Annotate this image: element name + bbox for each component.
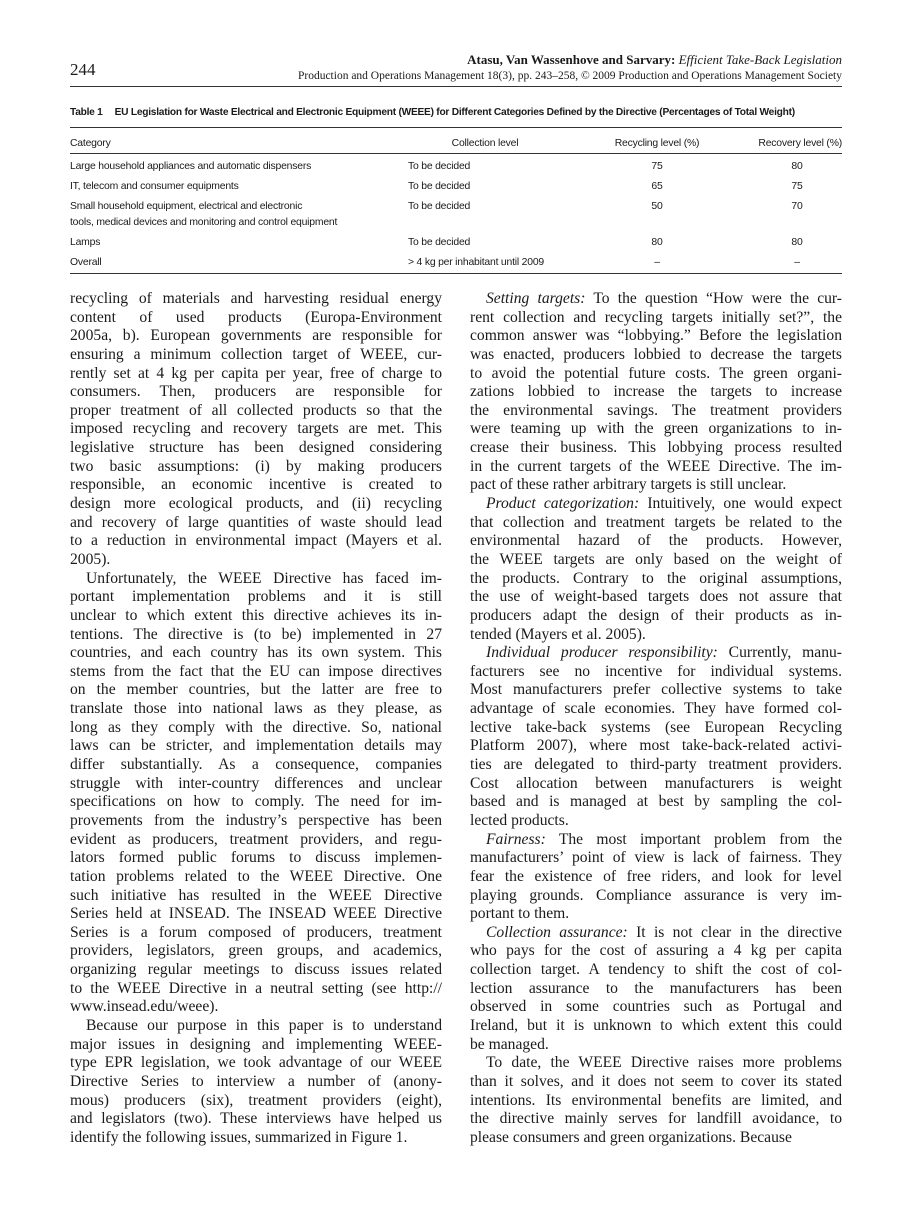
text-line: common answer was “lobbying.” Before the legislation (470, 327, 842, 345)
text-line: providers, legislators, green groups, and academics, (70, 942, 442, 960)
text-line: Fairness: The most important problem from the (486, 830, 842, 848)
text-line: manufacturers’ point of view is lack of fairness. They (470, 849, 842, 867)
left-column (70, 290, 442, 1147)
table-cell-recovery: 80 (791, 161, 803, 172)
text-line: imposed recycling and recovery targets are met. This (70, 420, 442, 438)
column-header-category: Category (70, 138, 111, 149)
text-line: Collection assurance: It is not clear in the directive (486, 923, 842, 941)
text-line: the directive mainly serves for landfill avoidance, to (470, 1110, 842, 1128)
text-line: fear the existence of free riders, and look for level (470, 867, 842, 885)
text-line: tation problems related to the WEEE Directive. One (70, 867, 442, 885)
table-cell-recycling: 75 (651, 161, 663, 172)
text-line: than it solves, and it does not seem to cover its stated (470, 1072, 842, 1090)
text-line: identify the following issues, summarized in Figure 1. (70, 1128, 408, 1146)
table-cell-category: Lamps (70, 237, 101, 248)
text-line: To date, the WEEE Directive raises more problems (486, 1054, 842, 1072)
text-line: rent collection and recycling targets initially set?”, the (470, 308, 842, 326)
table-cell-recycling: 80 (651, 237, 663, 248)
text-line: evident as producers, treatment providers, and regu- (70, 830, 442, 848)
text-line: be managed. (470, 1035, 549, 1053)
table-cell-recycling: 65 (651, 181, 663, 192)
table-label: Table 1 (70, 107, 103, 118)
table-cell-category: Overall (70, 257, 102, 268)
text-line: differ substantially. As a consequence, companies (70, 756, 442, 774)
text-line: proper treatment of all collected products so that the (70, 401, 442, 419)
text-line: crease their business. This lobbying process resulted (470, 439, 842, 457)
text-line: tentions. The directive is (to be) implemented in 27 (70, 625, 442, 643)
text-line: to a reduction in environmental impact (Mayers et al. (70, 532, 442, 550)
text-line: major issues in designing and implementing WEEE- (70, 1035, 442, 1053)
text-line: responsible, an economic incentive is created to (70, 476, 442, 494)
text-line: the environmental savings. The treatment providers (470, 401, 842, 419)
table-cell-category: IT, telecom and consumer equipments (70, 181, 239, 192)
table-cell-recovery: 70 (791, 201, 803, 212)
text-line: collection target. A tendency to shift the cost of col- (470, 961, 842, 979)
text-line: zations lobbied to increase the targets to increase (470, 383, 842, 401)
text-line: unclear to which extent this directive achieves its in- (70, 606, 442, 624)
text-line: on the member countries, but the latter are free to (70, 681, 442, 699)
text-line: Series is a forum composed of producers, treatment (70, 923, 442, 941)
text-line: 2005). (70, 550, 111, 568)
text-line: Cost allocation between manufacturers is weight (470, 774, 842, 792)
text-line: and recovery of large quantities of waste should lead (70, 513, 442, 531)
text-line: and legislators (two). These interviews have helped us (70, 1110, 442, 1128)
running-header-title (298, 52, 842, 68)
right-column (470, 290, 842, 1147)
table-cell-recovery: 75 (791, 181, 803, 192)
text-line: lected products. (470, 811, 569, 829)
text-line: facturers see no incentive for individual systems. (470, 662, 842, 680)
text-line: provements from the industry’s perspective has been (70, 811, 442, 829)
text-line: advantage of scale economies. They have formed col- (470, 700, 842, 718)
text-line: please consumers and green organizations. Because (470, 1128, 792, 1146)
paragraph-lead: Individual producer responsibility: (486, 644, 718, 662)
table-top-rule (70, 127, 842, 128)
text-line: the use of weight-based targets does not assure that (470, 588, 842, 606)
text-line: rently set at 4 kg per capita per year, free of charge to (70, 364, 442, 382)
table-cell-category: Large household appliances and automatic dispensers (70, 161, 312, 172)
paragraph-lead: Product categorization: (486, 495, 640, 513)
text-line: legislative structure has been designed considering (70, 439, 442, 457)
header-journal-line: Production and Operations Management 18(3), pp. 243–258, © 2009 Production and Operations Management Society (297, 70, 842, 82)
text-line: was enacted, producers lobbied to decrease the targets (470, 345, 842, 363)
text-line: mous) producers (six), treatment providers (eight), (70, 1091, 442, 1109)
text-line: Directive Series to interview a number of (anony- (70, 1072, 442, 1090)
column-header-collection: Collection level (451, 138, 519, 149)
text-line: Product categorization: Intuitively, one would expect (486, 495, 843, 513)
table-cell-category: tools, medical devices and monitoring and control equipment (70, 217, 338, 228)
text-line: specifications on how to comply. The need for im- (70, 793, 442, 811)
table-caption-text: EU Legislation for Waste Electrical and Electronic Equipment (WEEE) for Different Categories Defined by the Directive (Percentages of Total Weight) (114, 107, 795, 118)
text-line: type EPR legislation, we took advantage of our WEEE (70, 1054, 442, 1072)
text-line: stems from the fact that the EU can impose directives (70, 662, 442, 680)
text-line: portant implementation problems and it is still (70, 588, 442, 606)
text-line: to the WEEE Directive in a neutral setting (see http:// (70, 979, 442, 997)
text-line: that collection and treatment targets be related to the (470, 513, 842, 531)
text-line: long as they comply with the directive. So, national (70, 718, 442, 736)
table-cell-recycling: – (654, 257, 660, 268)
text-line: two basic assumptions: (i) by making producers (70, 457, 442, 475)
text-line: Setting targets: To the question “How were the cur- (486, 290, 843, 307)
text-line: who pays for the cost of assuring a 4 kg per capita (470, 942, 842, 960)
table-cell-collection: To be decided (408, 201, 471, 212)
text-line: based and is managed at best by sampling the col- (470, 793, 842, 811)
text-line: content of used products (Europa-Environment (70, 308, 442, 326)
text-line: 2005a, b). European governments are responsible for (70, 327, 442, 345)
text-line: were teaming up with the green organizations to in- (470, 420, 842, 438)
text-line: translate those into national laws as they please, as (70, 700, 442, 718)
table-header-rule (70, 153, 842, 154)
text-line: lators formed public forums to discuss implemen- (70, 849, 442, 867)
text-line: playing grounds. Compliance assurance is very im- (470, 886, 842, 904)
running-header (298, 52, 842, 84)
table-cell-collection: To be decided (408, 161, 471, 172)
paragraph-lead: Fairness: (486, 830, 546, 848)
column-header-recovery: Recovery level (%) (758, 138, 842, 149)
text-line: portant to them. (470, 905, 570, 923)
header-authors: Atasu, Van Wassenhove and Sarvary: (467, 52, 676, 67)
text-line: lective take-back systems (see European Recycling (470, 718, 842, 736)
text-line: laws can be stricter, and implementation details may (70, 737, 442, 755)
text-line: to avoid the potential future costs. The green organi- (470, 364, 842, 382)
header-rule (70, 86, 842, 87)
table-cell-collection: > 4 kg per inhabitant until 2009 (408, 257, 544, 268)
text-line: Series held at INSEAD. The INSEAD WEEE Directive (70, 905, 442, 923)
table-cell-collection: To be decided (408, 181, 471, 192)
text-line: Unfortunately, the WEEE Directive has faced im- (86, 569, 442, 587)
text-line: environmental hazard of the products. However, (470, 532, 842, 550)
text-line: observed in some countries such as Portugal and (470, 998, 842, 1016)
text-line: lection assurance to the manufacturers has been (470, 979, 842, 997)
paragraph-lead: Setting targets: (486, 290, 586, 307)
text-line: countries, and each country has its own system. This (70, 644, 442, 662)
paragraph-lead: Collection assurance: (486, 923, 628, 941)
text-line: recycling of materials and harvesting residual energy (70, 290, 442, 307)
column-header-recycling: Recycling level (%) (614, 138, 700, 149)
text-line: tended (Mayers et al. 2005). (470, 625, 646, 643)
text-line: design more ecological products, and (ii) recycling (70, 495, 442, 513)
text-line: consumers. Then, producers are responsible for (70, 383, 442, 401)
table-bottom-rule (70, 273, 842, 274)
table-cell-recycling: 50 (651, 201, 663, 212)
text-line: such initiative has resulted in the WEEE Directive (70, 886, 442, 904)
table-cell-recovery: – (794, 257, 800, 268)
header-short-title: Efficient Take-Back Legislation (678, 52, 842, 67)
text-line: www.insead.edu/weee). (70, 998, 219, 1016)
text-line: organizing regular meetings to discuss issues related (70, 961, 442, 979)
text-line: ensuring a minimum collection target of WEEE, cur- (70, 345, 442, 363)
text-line: ties are delegated to third-party treatment providers. (470, 756, 842, 774)
table-cell-recovery: 80 (791, 237, 803, 248)
text-line: intentions. Its environmental benefits are limited, and (470, 1091, 842, 1109)
text-line: Individual producer responsibility: Currently, manu- (486, 644, 842, 662)
text-line: producers adapt the design of their products as in- (470, 606, 842, 624)
text-line: struggle with inter-country differences and unclear (70, 774, 442, 792)
text-line: pact of these rather arbitrary targets is still unclear. (470, 476, 787, 494)
table-cell-collection: To be decided (408, 237, 471, 248)
text-line: Most manufacturers prefer collective systems to take (470, 681, 842, 699)
text-line: the WEEE targets are only based on the weight of (470, 550, 842, 568)
table-cell-category: Small household equipment, electrical and electronic (70, 201, 303, 212)
table-caption (70, 107, 795, 118)
text-line: in the current targets of the WEEE Directive. The im- (470, 457, 842, 475)
text-line: the products. Contrary to the original assumptions, (470, 569, 842, 587)
text-line: Ireland, but it is unknown to which extent this could (470, 1016, 842, 1034)
text-line: Because our purpose in this paper is to understand (86, 1016, 442, 1034)
page-number: 244 (70, 60, 96, 79)
text-line: Platform 2007), where most take-back-related activi- (470, 737, 842, 755)
